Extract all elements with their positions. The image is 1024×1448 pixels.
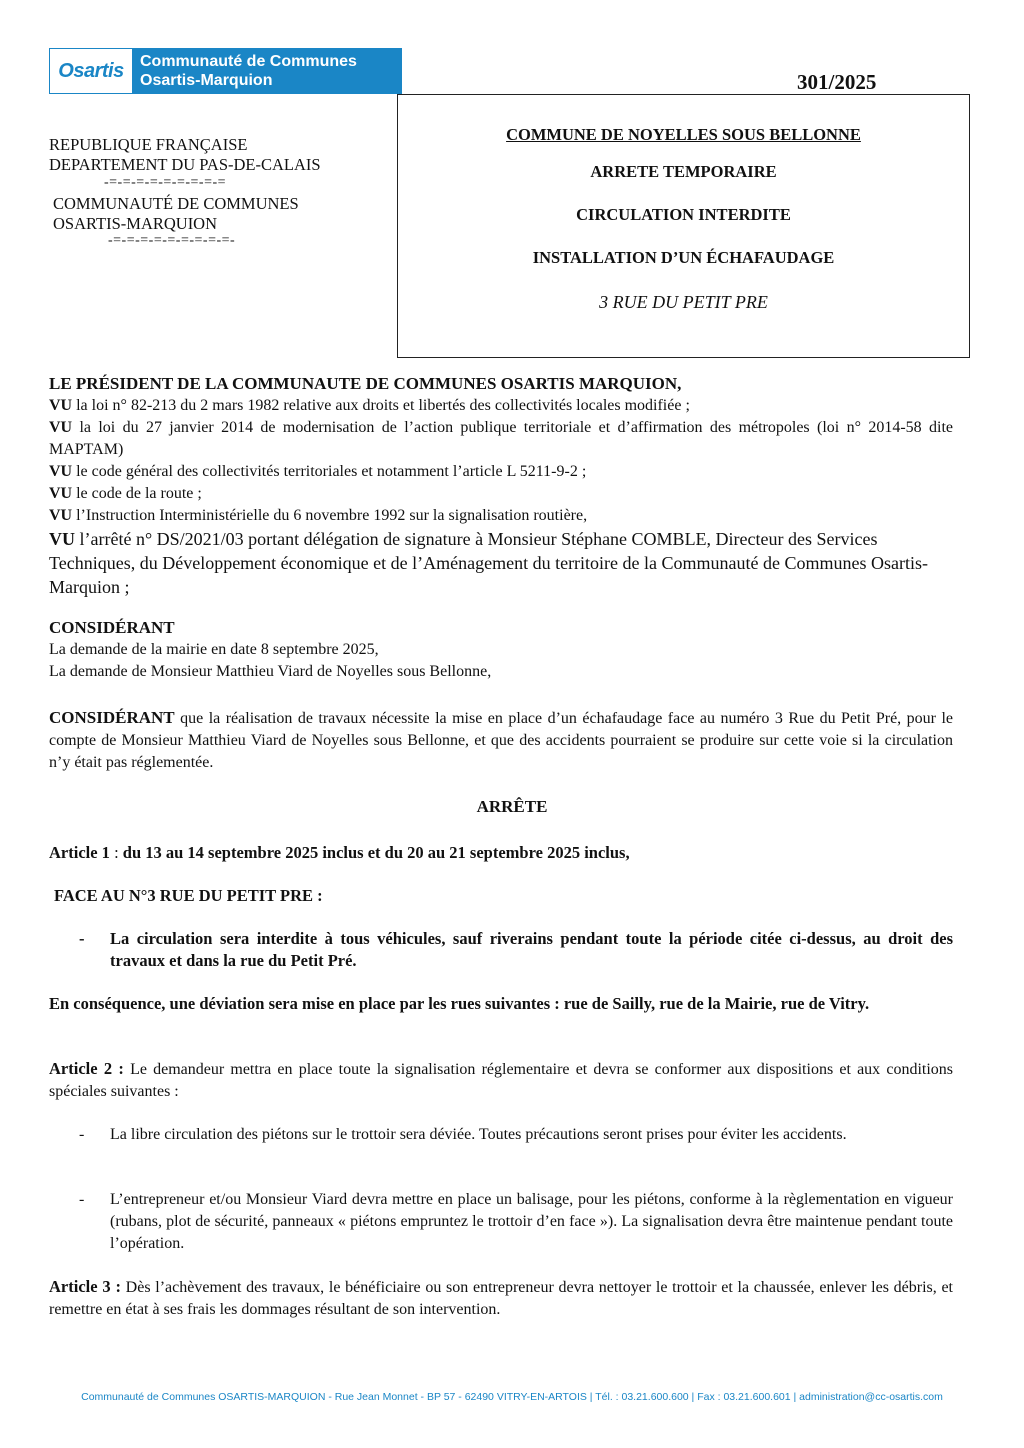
considerant-line-2: La demande de Monsieur Matthieu Viard de Noyelles sous Bellonne, xyxy=(49,663,492,680)
article-1-item xyxy=(49,928,953,972)
president-heading: LE PRÉSIDENT DE LA COMMUNAUTE DE COMMUNES OSARTIS MARQUION, xyxy=(49,374,682,393)
vu-item-2 xyxy=(49,417,953,461)
vu-label: VU xyxy=(49,397,73,414)
vu-label: VU xyxy=(49,463,73,480)
article-2-item-2 xyxy=(49,1189,953,1255)
community-line: COMMUNAUTÉ DE COMMUNES xyxy=(53,194,299,213)
preamble xyxy=(49,373,953,599)
considerant-line-1: La demande de la mairie en date 8 septembre 2025, xyxy=(49,641,379,658)
considerant-block-1 xyxy=(49,617,953,683)
article-1-item-text: La circulation sera interdite à tous véhicules, sauf riverains pendant toute la période citée ci-dessus, au droit des travaux et dans la rue du Petit Pré. xyxy=(110,929,953,970)
vu-item-1 xyxy=(49,395,953,417)
vu-text-4: le code de la route ; xyxy=(72,485,202,502)
vu-label: VU xyxy=(49,507,73,524)
article-1-dates: du 13 au 14 septembre 2025 inclus et du 20 au 21 septembre 2025 inclus, xyxy=(122,843,630,862)
vu-text-2: la loi du 27 janvier 2014 de modernisation de l’action publique territoriale et d’affirmation des métropoles (loi n° 2014-58 dite MAPTAM) xyxy=(49,419,953,458)
considerant-label: CONSIDÉRANT xyxy=(49,708,175,727)
vu-label: VU xyxy=(49,485,73,502)
article-2-item-2-text: L’entrepreneur et/ou Monsieur Viard devra mettre en place un balisage, pour les piétons, conforme à la règlementation en vigueur (rubans, plot de sécurité, panneaux « piétons empruntez le trottoir d’en face »). La signalisation devra être maintenue pendant toute l’opération. xyxy=(110,1191,953,1252)
vu-item-3 xyxy=(49,461,953,483)
vu-item-5 xyxy=(49,505,953,527)
vu-text-5: l’Instruction Interministérielle du 6 novembre 1992 sur la signalisation routière, xyxy=(72,507,588,524)
article-1-colon: : xyxy=(109,843,123,862)
dash-marker: - xyxy=(79,929,85,948)
considerant-text: que la réalisation de travaux nécessite la mise en place d’un échafaudage face au numéro 3 Rue du Petit Pré, pour le compte de Monsieur Matthieu Viard de Noyelles sous Bellonne, et que des accidents pourraient se produire sur cette voie si la circulation n’y était pas réglementée. xyxy=(49,710,953,771)
dash-marker: - xyxy=(79,1191,85,1208)
decree-reason: INSTALLATION D’UN ÉCHAFAUDAGE xyxy=(532,248,835,267)
article-2 xyxy=(49,1058,953,1103)
article-3 xyxy=(49,1276,953,1321)
article-2-text: Le demandeur mettra en place toute la signalisation réglementaire et devra se conformer aux dispositions et aux conditions spéciales suivantes : xyxy=(49,1061,954,1100)
title-box xyxy=(397,94,970,358)
vu-label: VU xyxy=(49,419,73,436)
vu-text-3: le code général des collectivités territoriales et notamment l’article L 5211-9-2 ; xyxy=(72,463,587,480)
reference-number: 301/2025 xyxy=(797,70,877,94)
separator-2: -=-=-=-=-=-=-=-=-=- xyxy=(108,233,236,248)
commune-title: COMMUNE DE NOYELLES SOUS BELLONNE xyxy=(506,125,861,144)
organization-logo xyxy=(49,48,402,94)
vu-text-1: la loi n° 82-213 du 2 mars 1982 relative aux droits et libertés des collectivités locales modifiée ; xyxy=(72,397,690,414)
article-1-heading xyxy=(49,842,953,864)
osartis-logo-icon xyxy=(50,49,133,93)
republic-line: REPUBLIQUE FRANÇAISE xyxy=(49,135,248,154)
dash-marker: - xyxy=(79,1126,85,1143)
logo-line-1: Communauté de Communes xyxy=(140,53,357,70)
separator-1: -=-=-=-=-=-=-=-=-= xyxy=(104,175,227,190)
considerant-heading: CONSIDÉRANT xyxy=(49,618,175,637)
decree-address: 3 RUE DU PETIT PRE xyxy=(599,292,768,312)
article-1-deviation: En conséquence, une déviation sera mise en place par les rues suivantes : rue de Sailly, rue de la Mairie, rue de Vitry. xyxy=(49,994,870,1013)
vu-item-6 xyxy=(49,527,953,599)
considerant-block-2 xyxy=(49,707,953,774)
article-1-location: FACE AU N°3 RUE DU PETIT PRE : xyxy=(54,886,323,905)
logo-brand: Osartis xyxy=(58,59,124,82)
article-1-label: Article 1 xyxy=(49,843,110,862)
department-line: DEPARTEMENT DU PAS-DE-CALAIS xyxy=(49,155,321,174)
article-3-label: Article 3 : xyxy=(49,1277,121,1296)
community-name-line: OSARTIS-MARQUION xyxy=(53,214,218,233)
article-2-label: Article 2 : xyxy=(49,1059,124,1078)
vu-text-6: l’arrêté n° DS/2021/03 portant délégation de signature à Monsieur Stéphane COMBLE, Directeur des Services Techniques, du Développement économique et de l’Aménagement du territoire de la Communauté de Communes Osartis-Marquion ; xyxy=(49,529,928,597)
decree-subject: CIRCULATION INTERDITE xyxy=(576,205,791,224)
vu-label: VU xyxy=(49,529,75,549)
article-3-text: Dès l’achèvement des travaux, le bénéficiaire ou son entrepreneur devra nettoyer le trottoir et la chaussée, enlever les débris, et remettre en état à ses frais les dommages résultant de son intervention. xyxy=(49,1279,954,1318)
arrete-heading: ARRÊTE xyxy=(476,797,548,816)
decree-type: ARRETE TEMPORAIRE xyxy=(590,162,777,181)
article-2-item-1-text: La libre circulation des piétons sur le trottoir sera déviée. Toutes précautions seront prises pour éviter les accidents. xyxy=(110,1126,847,1143)
logo-text xyxy=(133,49,401,93)
logo-line-2: Osartis-Marquion xyxy=(140,72,273,89)
article-2-item-1 xyxy=(49,1124,953,1146)
vu-item-4 xyxy=(49,483,953,505)
page-footer: Communauté de Communes OSARTIS-MARQUION - Rue Jean Monnet - BP 57 - 62490 VITRY-EN-ARTOIS | Tél. : 03.21.600.600 | Fax : 03.21.600.601 | administration@cc-osartis.com xyxy=(81,1391,943,1403)
